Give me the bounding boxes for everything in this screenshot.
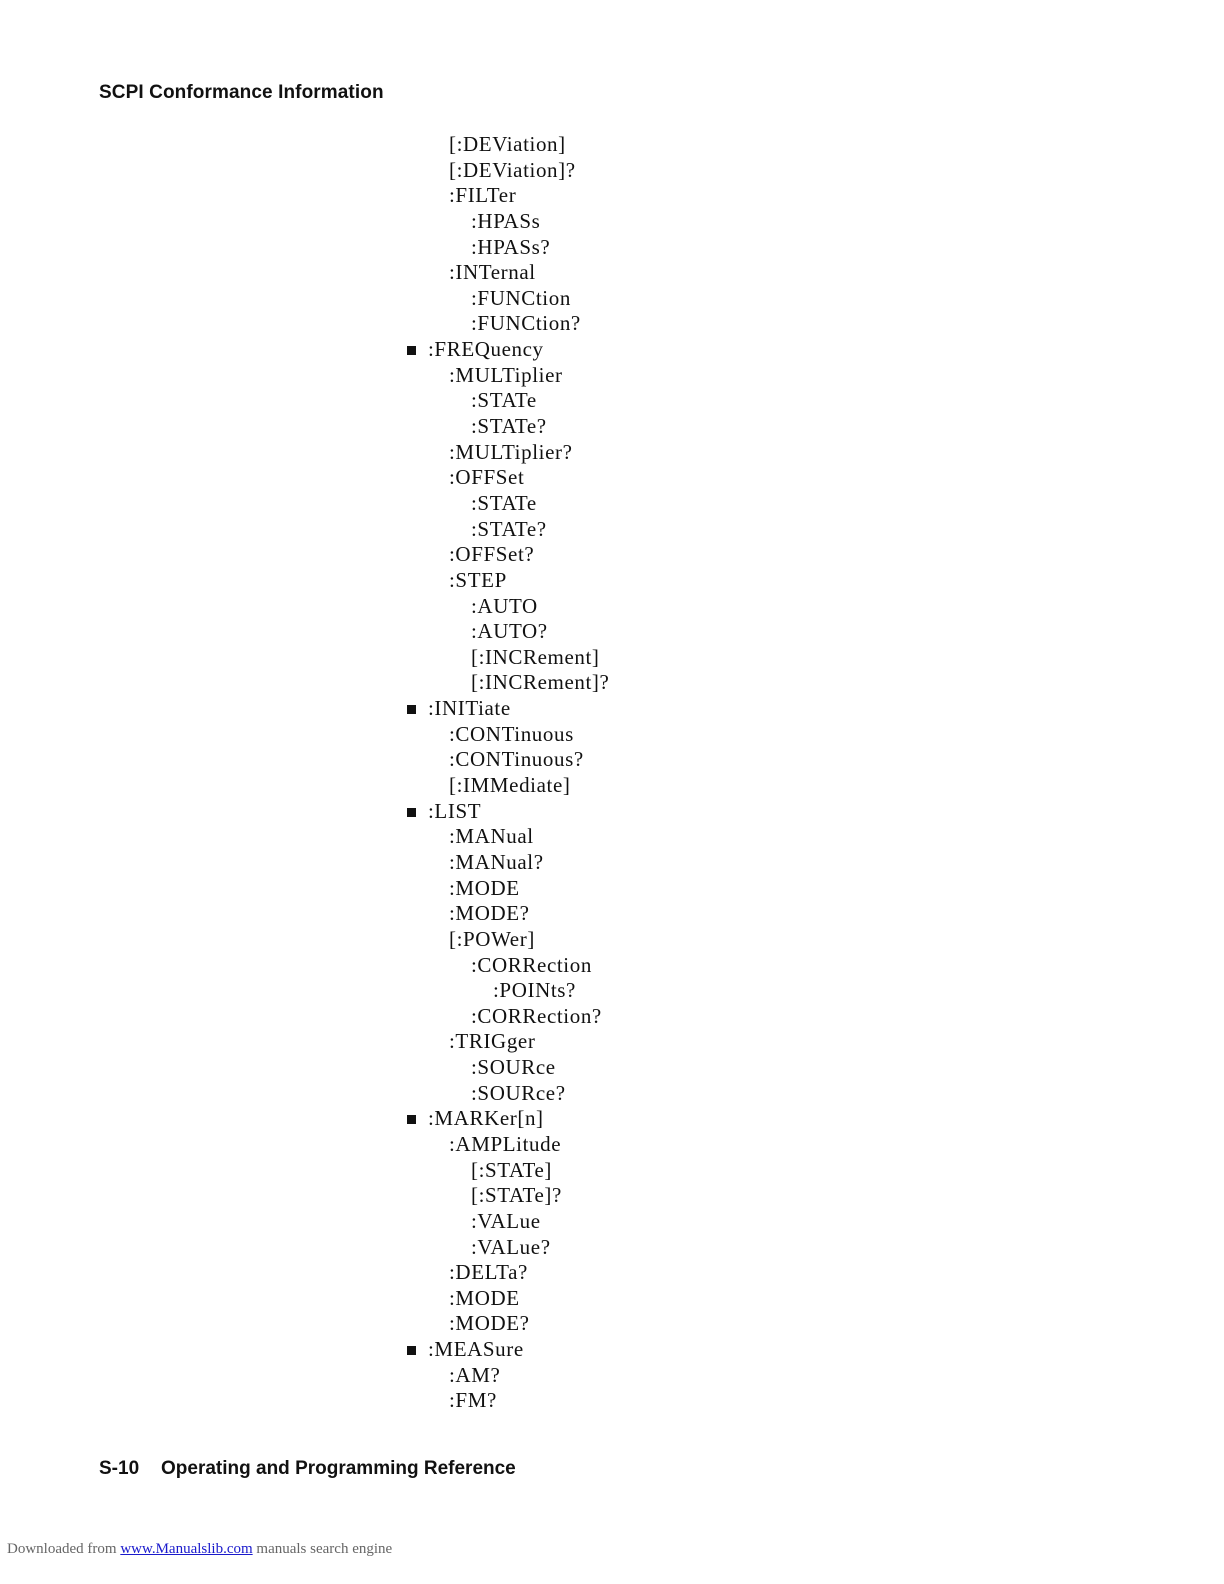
command-text: :STEP xyxy=(449,567,507,592)
download-note-prefix: Downloaded from xyxy=(7,1541,117,1557)
command-root-item xyxy=(405,696,609,722)
command-text: :SOURce xyxy=(471,1055,556,1080)
command-item xyxy=(405,927,609,953)
command-item xyxy=(405,1209,609,1235)
command-item xyxy=(405,1260,609,1286)
command-item xyxy=(405,747,609,773)
command-root-item xyxy=(405,1337,609,1363)
command-item xyxy=(405,491,609,517)
command-text: :MODE xyxy=(449,1285,520,1310)
command-item xyxy=(405,414,609,440)
square-bullet-icon xyxy=(407,808,416,817)
command-text: :MULTiplier xyxy=(449,362,563,387)
scpi-command-tree xyxy=(405,132,609,1414)
command-text: :CORRection? xyxy=(471,1003,602,1028)
page-header-title: SCPI Conformance Information xyxy=(99,82,384,103)
command-item xyxy=(405,901,609,927)
command-item xyxy=(405,1286,609,1312)
command-item xyxy=(405,517,609,543)
command-text: :DELTa? xyxy=(449,1260,528,1285)
command-text: :TRIGger xyxy=(449,1029,536,1054)
download-note-suffix: manuals search engine xyxy=(256,1541,393,1557)
command-item xyxy=(405,1183,609,1209)
command-text: :MODE? xyxy=(449,1311,530,1336)
command-text: :AM? xyxy=(449,1362,501,1387)
command-text: :CONTinuous? xyxy=(449,747,584,772)
command-item xyxy=(405,1388,609,1414)
command-text: [:POWer] xyxy=(449,926,535,951)
command-text: :STATe xyxy=(471,490,537,515)
command-item xyxy=(405,1363,609,1389)
command-text: :STATe? xyxy=(471,414,547,439)
command-item xyxy=(405,619,609,645)
command-text: :MANual xyxy=(449,824,534,849)
command-item xyxy=(405,311,609,337)
command-item xyxy=(405,1235,609,1261)
command-text: :FUNCtion xyxy=(471,285,571,310)
command-item xyxy=(405,953,609,979)
command-text: [:DEViation] xyxy=(449,132,566,156)
command-item xyxy=(405,1081,609,1107)
command-item xyxy=(405,132,609,158)
command-item xyxy=(405,260,609,286)
command-item xyxy=(405,1055,609,1081)
command-text: :AUTO? xyxy=(471,619,548,644)
command-text: :HPASs? xyxy=(471,234,551,259)
command-item xyxy=(405,722,609,748)
page-footer xyxy=(99,1458,516,1480)
command-item xyxy=(405,1311,609,1337)
command-item xyxy=(405,286,609,312)
command-item xyxy=(405,209,609,235)
command-item xyxy=(405,850,609,876)
command-item xyxy=(405,158,609,184)
square-bullet-icon xyxy=(407,705,416,714)
command-item xyxy=(405,670,609,696)
command-text: :OFFSet xyxy=(449,465,525,490)
command-item xyxy=(405,876,609,902)
command-text: [:STATe]? xyxy=(471,1183,562,1208)
command-text: [:INCRement] xyxy=(471,644,600,669)
command-item xyxy=(405,645,609,671)
command-text: :MULTiplier? xyxy=(449,439,573,464)
command-item xyxy=(405,568,609,594)
command-text: :HPASs xyxy=(471,208,541,233)
command-text: :FM? xyxy=(449,1388,497,1413)
command-item xyxy=(405,465,609,491)
command-text: :FUNCtion? xyxy=(471,311,581,336)
command-item xyxy=(405,773,609,799)
command-text: :INTernal xyxy=(449,260,536,285)
command-text: :MODE? xyxy=(449,901,530,926)
command-text: :LIST xyxy=(428,798,482,823)
command-root-item xyxy=(405,1106,609,1132)
command-text: :POINts? xyxy=(493,978,576,1003)
command-text: :AUTO xyxy=(471,593,538,618)
command-item xyxy=(405,1029,609,1055)
command-text: :VALue xyxy=(471,1208,541,1233)
command-text: :SOURce? xyxy=(471,1080,566,1105)
command-item xyxy=(405,440,609,466)
command-item xyxy=(405,978,609,1004)
command-text: :OFFSet? xyxy=(449,542,535,567)
command-text: :FILTer xyxy=(449,183,517,208)
footer-section-title: Operating and Programming Reference xyxy=(161,1458,516,1479)
command-text: :VALue? xyxy=(471,1234,551,1259)
command-item xyxy=(405,363,609,389)
command-item xyxy=(405,235,609,261)
command-text: :INITiate xyxy=(428,696,511,721)
command-item xyxy=(405,542,609,568)
command-item xyxy=(405,1158,609,1184)
command-text: :MARKer[n] xyxy=(428,1106,544,1131)
command-item xyxy=(405,1132,609,1158)
command-item xyxy=(405,824,609,850)
command-item xyxy=(405,388,609,414)
command-root-item xyxy=(405,337,609,363)
command-root-item xyxy=(405,799,609,825)
command-text: :MEASure xyxy=(428,1337,524,1362)
square-bullet-icon xyxy=(407,346,416,355)
command-item xyxy=(405,594,609,620)
command-text: :CONTinuous xyxy=(449,721,574,746)
command-text: [:INCRement]? xyxy=(471,670,610,695)
command-text: [:STATe] xyxy=(471,1157,552,1182)
square-bullet-icon xyxy=(407,1346,416,1355)
command-text: :STATe xyxy=(471,388,537,413)
command-text: :AMPLitude xyxy=(449,1131,562,1156)
command-item xyxy=(405,1004,609,1030)
command-text: [:DEViation]? xyxy=(449,157,576,182)
command-text: [:IMMediate] xyxy=(449,773,571,798)
download-note xyxy=(7,1541,392,1558)
command-text: :FREQuency xyxy=(428,337,544,362)
page-number: S-10 xyxy=(99,1458,140,1479)
command-text: :MANual? xyxy=(449,849,544,874)
command-text: :MODE xyxy=(449,875,520,900)
square-bullet-icon xyxy=(407,1115,416,1124)
command-text: :STATe? xyxy=(471,516,547,541)
manualslib-link[interactable]: www.Manualslib.com xyxy=(120,1541,253,1557)
command-text: :CORRection xyxy=(471,952,592,977)
command-item xyxy=(405,183,609,209)
